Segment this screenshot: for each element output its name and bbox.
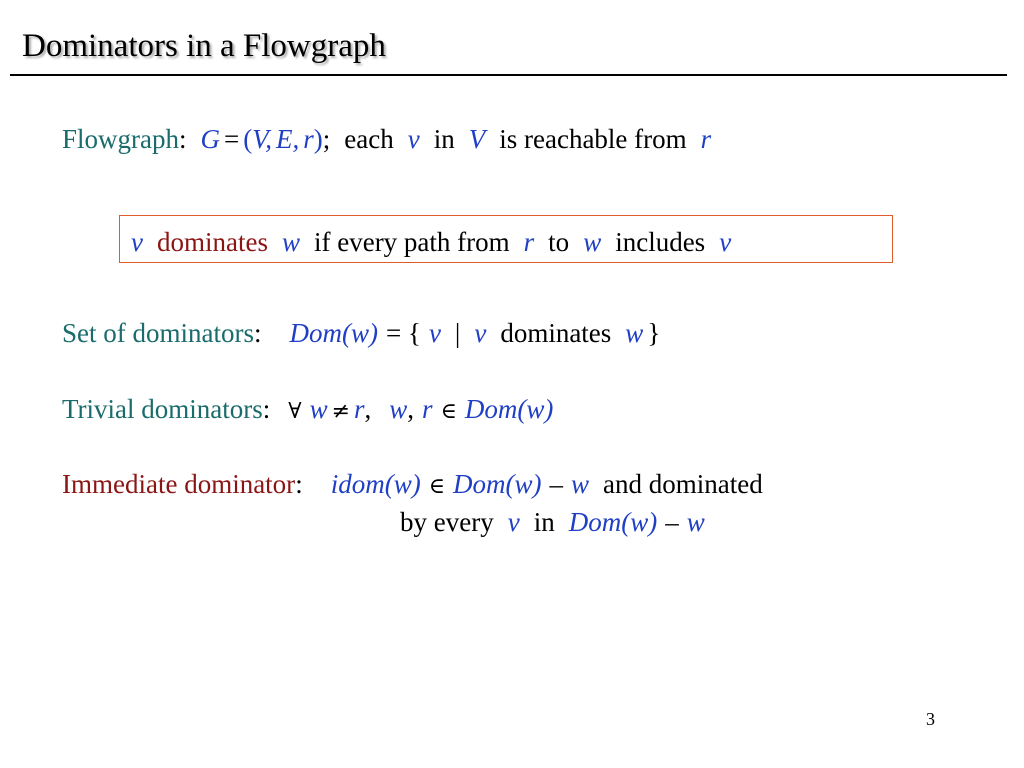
vertex-set-V: V	[468, 124, 486, 154]
page-number: 3	[926, 709, 935, 729]
root-r: r	[700, 124, 712, 154]
flowgraph-colon: :	[179, 124, 187, 154]
comma: ,	[364, 394, 372, 424]
dom-w: Dom(w)	[464, 394, 554, 424]
forall-symbol: ∀	[288, 399, 302, 424]
such-that-bar: |	[454, 318, 461, 348]
vertex-w: w	[281, 227, 300, 257]
slide-title: Dominators in a Flowgraph	[22, 28, 386, 64]
title-divider	[10, 74, 1007, 76]
word-to: to	[548, 227, 570, 257]
open-paren: (	[243, 124, 253, 154]
colon: :	[295, 469, 303, 499]
comma: ,	[292, 124, 300, 154]
term-dominates: dominates	[156, 227, 268, 257]
flowgraph-definition	[62, 122, 711, 156]
vertex-w: w	[686, 507, 705, 537]
element-of-symbol: ∈	[440, 399, 457, 424]
minus-sign: –	[549, 469, 563, 499]
element-of-symbol: ∈	[428, 474, 445, 499]
vertex-w: w	[309, 394, 328, 424]
equals-open-brace: = {	[386, 318, 421, 348]
vertex-set-V: V	[252, 124, 266, 154]
close-brace: }	[647, 318, 661, 348]
and-dominated-text: and dominated	[603, 469, 763, 499]
word-in: in	[533, 507, 555, 537]
word-each: each	[344, 124, 394, 154]
root-r: r	[354, 394, 365, 424]
path-text: if every path from	[313, 227, 510, 257]
by-every-text: by every	[400, 507, 494, 537]
vertex-v: v	[507, 507, 520, 537]
comma: ,	[265, 124, 273, 154]
word-in: in	[433, 124, 455, 154]
word-dominates: dominates	[500, 318, 612, 348]
immediate-dominator-line	[62, 467, 763, 504]
dom-w: Dom(w)	[289, 318, 378, 348]
root-r: r	[303, 124, 314, 154]
dom-w: Dom(w)	[568, 507, 658, 537]
root-r: r	[523, 227, 535, 257]
word-includes: includes	[615, 227, 706, 257]
vertex-w: w	[389, 394, 408, 424]
close-paren: )	[313, 124, 323, 154]
trivial-dominators-line	[62, 392, 553, 429]
edge-set-E: E	[276, 124, 293, 154]
vertex-v: v	[131, 227, 143, 257]
colon: :	[262, 394, 271, 424]
comma: ,	[407, 394, 415, 424]
not-equal-symbol: ≠	[331, 399, 351, 424]
reachable-text: is reachable from	[499, 124, 687, 154]
vertex-w: w	[625, 318, 644, 348]
vertex-w: w	[571, 469, 590, 499]
colon: :	[253, 318, 262, 348]
set-of-dominators-label: Set of dominators	[62, 318, 254, 348]
root-r: r	[422, 394, 433, 424]
vertex-v: v	[407, 124, 420, 154]
dom-w: Dom(w)	[453, 469, 542, 499]
vertex-v: v	[474, 318, 487, 348]
equals-sign: =	[224, 124, 240, 154]
set-of-dominators-line	[62, 316, 660, 350]
immediate-dominator-line-cont	[400, 505, 705, 539]
graph-symbol-G: G	[200, 124, 221, 154]
vertex-v: v	[428, 318, 441, 348]
trivial-dominators-label: Trivial dominators	[62, 394, 263, 424]
vertex-v: v	[719, 227, 732, 257]
minus-sign: –	[665, 507, 679, 537]
idom-w: idom(w)	[330, 469, 421, 499]
immediate-dominator-label: Immediate dominator	[62, 469, 296, 499]
flowgraph-label: Flowgraph	[62, 124, 179, 154]
vertex-w: w	[583, 227, 602, 257]
semicolon: ;	[322, 124, 331, 154]
dominates-definition	[131, 225, 731, 259]
